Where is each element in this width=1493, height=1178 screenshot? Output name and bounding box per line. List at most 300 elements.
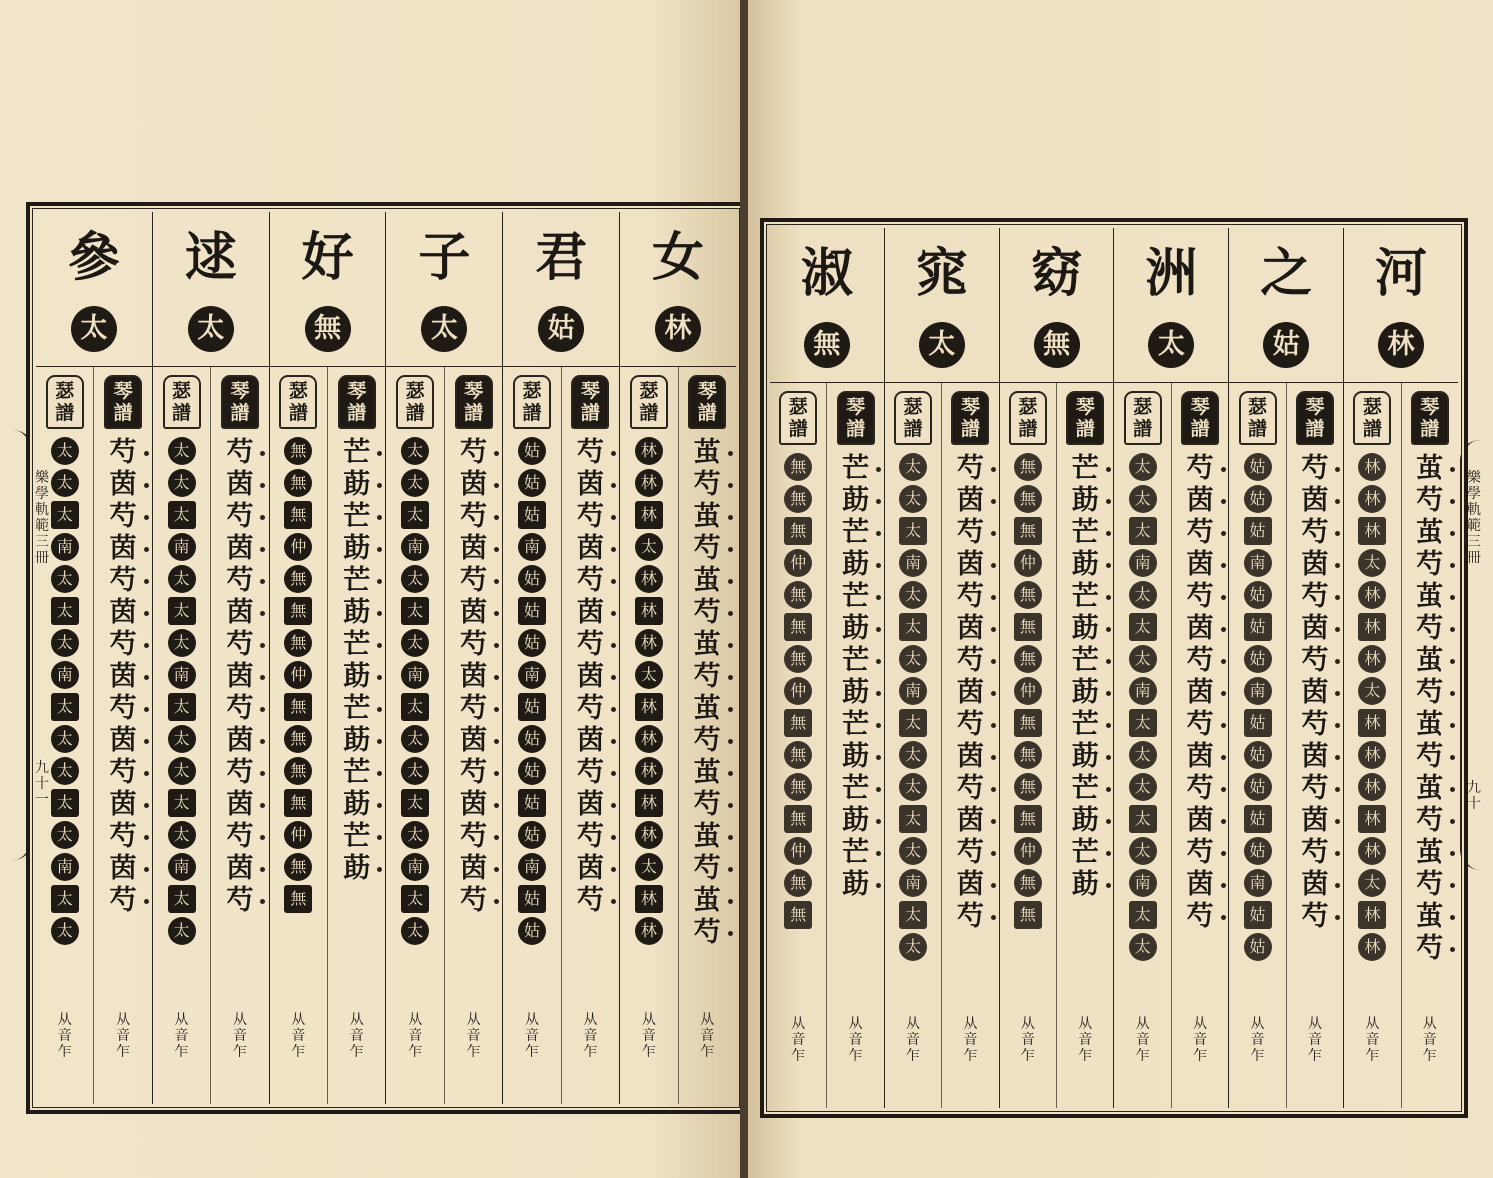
pitch-note: 林 <box>1358 741 1386 769</box>
left-page <box>0 0 742 1178</box>
tablature-symbol: 茵 <box>460 789 488 820</box>
tablature-symbol: 茵 <box>460 469 488 500</box>
lyric-character: 女 <box>652 227 705 288</box>
pitch-note: 林 <box>1358 517 1386 545</box>
tablature-symbol: 芍 <box>1416 485 1444 516</box>
pitch-badge: 太 <box>71 306 117 352</box>
pitch-note: 南 <box>899 677 927 705</box>
tablature-symbol: 芍 <box>109 821 137 852</box>
tablature-symbol: 芍 <box>576 501 604 532</box>
tablature-list <box>110 437 137 917</box>
pitch-note: 太 <box>51 597 79 625</box>
pitch-note: 無 <box>784 709 812 737</box>
geum-notation-column <box>1171 383 1228 1108</box>
pitch-note: 姑 <box>1244 453 1272 481</box>
pitch-note: 太 <box>1129 517 1157 545</box>
pitch-note: 太 <box>1129 773 1157 801</box>
pitch-note-list <box>518 435 546 947</box>
pitch-note: 太 <box>168 821 196 849</box>
tablature-symbol: 茧 <box>1416 837 1444 868</box>
pitch-note: 太 <box>401 821 429 849</box>
tablature-symbol: 茵 <box>576 469 604 500</box>
pitch-badge: 太 <box>188 306 234 352</box>
tablature-symbol: 莇 <box>1071 677 1099 708</box>
pitch-badge: 姑 <box>1263 322 1309 368</box>
pitch-note: 林 <box>635 821 663 849</box>
tablature-symbol: 莇 <box>842 869 870 900</box>
column-footer: 从音乍 <box>1193 1016 1208 1064</box>
tablature-symbol: 芍 <box>1186 645 1214 676</box>
tablature-symbol: 莇 <box>343 853 371 884</box>
tablature-symbol: 芍 <box>956 645 984 676</box>
tablature-symbol: 茵 <box>576 597 604 628</box>
pitch-note: 仲 <box>284 533 312 561</box>
pitch-note: 姑 <box>1244 581 1272 609</box>
pitch-note: 仲 <box>1014 677 1042 705</box>
notation-subcolumns <box>270 367 386 1104</box>
tablature-symbol: 芍 <box>460 821 488 852</box>
pitch-note: 林 <box>635 725 663 753</box>
pitch-note-list <box>1244 451 1272 963</box>
tablature-symbol: 茵 <box>109 597 137 628</box>
lyric-character: 窈 <box>1030 243 1083 304</box>
geum-score-label: 琴譜 <box>1296 391 1334 445</box>
tablature-symbol: 芒 <box>343 693 371 724</box>
pitch-badge: 太 <box>421 306 467 352</box>
tablature-symbol: 芍 <box>693 597 721 628</box>
pitch-note: 南 <box>401 661 429 689</box>
notation-subcolumns <box>1229 383 1343 1108</box>
tablature-symbol: 茵 <box>109 469 137 500</box>
tablature-symbol: 茵 <box>109 725 137 756</box>
pitch-note: 無 <box>784 453 812 481</box>
tablature-symbol: 茵 <box>226 853 254 884</box>
pitch-note: 太 <box>168 917 196 945</box>
notation-subcolumns <box>620 367 736 1104</box>
tablature-symbol: 茵 <box>226 469 254 500</box>
geum-notation-column <box>1056 383 1113 1108</box>
pitch-note: 南 <box>518 661 546 689</box>
pitch-note: 無 <box>1014 709 1042 737</box>
tablature-symbol: 茵 <box>956 869 984 900</box>
tablature-symbol: 茵 <box>1301 741 1329 772</box>
tablature-symbol: 茧 <box>1416 517 1444 548</box>
lyric-character: 之 <box>1260 243 1313 304</box>
geum-notation-column <box>561 367 619 1104</box>
right-columns <box>770 228 1458 1108</box>
pitch-note: 太 <box>401 693 429 721</box>
pitch-note: 無 <box>1014 741 1042 769</box>
pitch-note: 太 <box>168 885 196 913</box>
pitch-note: 太 <box>401 789 429 817</box>
pitch-note: 太 <box>168 757 196 785</box>
pitch-note: 太 <box>1129 645 1157 673</box>
tablature-symbol: 茧 <box>693 565 721 596</box>
pitch-note: 無 <box>784 773 812 801</box>
pitch-note: 林 <box>1358 645 1386 673</box>
tablature-symbol: 莇 <box>1071 741 1099 772</box>
pitch-note: 姑 <box>518 821 546 849</box>
pitch-note: 南 <box>168 661 196 689</box>
tablature-symbol: 芍 <box>109 885 137 916</box>
tablature-symbol: 芍 <box>1186 517 1214 548</box>
lyric-character: 洲 <box>1145 243 1198 304</box>
pitch-note: 無 <box>784 741 812 769</box>
tablature-symbol: 芍 <box>226 565 254 596</box>
geum-score-label: 琴譜 <box>104 375 142 429</box>
column-footer: 从音乍 <box>583 1012 598 1060</box>
tablature-symbol: 芒 <box>842 645 870 676</box>
tablature-list <box>343 437 370 885</box>
tablature-symbol: 莇 <box>343 661 371 692</box>
tablature-symbol: 莇 <box>842 677 870 708</box>
pitch-note: 太 <box>401 565 429 593</box>
pitch-note: 太 <box>51 469 79 497</box>
tablature-symbol: 茧 <box>693 501 721 532</box>
tablature-symbol: 芍 <box>576 437 604 468</box>
pitch-note: 林 <box>1358 837 1386 865</box>
pitch-note: 太 <box>1129 741 1157 769</box>
notation-subcolumns <box>36 367 152 1104</box>
pitch-note: 姑 <box>518 917 546 945</box>
pitch-note: 林 <box>1358 805 1386 833</box>
tablature-symbol: 芍 <box>1416 869 1444 900</box>
pitch-note: 姑 <box>518 469 546 497</box>
tablature-symbol: 茧 <box>1416 709 1444 740</box>
pitch-note: 太 <box>51 917 79 945</box>
notation-subcolumns <box>1114 383 1228 1108</box>
pitch-note: 姑 <box>1244 901 1272 929</box>
tablature-list <box>694 437 721 949</box>
pitch-note: 林 <box>1358 709 1386 737</box>
column-footer: 从音乍 <box>791 1016 806 1064</box>
tablature-symbol: 芍 <box>109 757 137 788</box>
pitch-badge: 姑 <box>538 306 584 352</box>
column-footer: 从音乍 <box>116 1012 131 1060</box>
se-score-label: 瑟譜 <box>396 375 434 429</box>
tablature-symbol: 芍 <box>1416 933 1444 964</box>
pitch-note: 太 <box>899 645 927 673</box>
tablature-symbol: 芒 <box>343 757 371 788</box>
tablature-symbol: 芒 <box>1071 709 1099 740</box>
pitch-note: 林 <box>1358 581 1386 609</box>
tablature-symbol: 芒 <box>842 773 870 804</box>
tablature-symbol: 芍 <box>1301 773 1329 804</box>
tablature-symbol: 芍 <box>1416 677 1444 708</box>
tablature-symbol: 莇 <box>1071 549 1099 580</box>
pitch-note: 姑 <box>1244 613 1272 641</box>
pitch-note: 林 <box>1358 453 1386 481</box>
pitch-note: 太 <box>51 437 79 465</box>
tablature-symbol: 芒 <box>343 501 371 532</box>
notation-subcolumns <box>503 367 619 1104</box>
lyric-character: 參 <box>67 227 120 288</box>
pitch-note: 無 <box>784 485 812 513</box>
pitch-note: 太 <box>1358 549 1386 577</box>
tablature-symbol: 芍 <box>226 501 254 532</box>
tablature-list <box>842 453 869 901</box>
pitch-note: 無 <box>784 645 812 673</box>
pitch-note: 太 <box>168 469 196 497</box>
tablature-symbol: 莇 <box>1071 485 1099 516</box>
tablature-symbol: 芍 <box>693 853 721 884</box>
pitch-note: 太 <box>635 853 663 881</box>
tablature-symbol: 芒 <box>842 837 870 868</box>
tablature-list <box>460 437 487 917</box>
pitch-note: 林 <box>635 565 663 593</box>
pitch-note: 無 <box>1014 869 1042 897</box>
se-score-label: 瑟譜 <box>1009 391 1047 445</box>
pitch-note: 太 <box>899 741 927 769</box>
tablature-symbol: 芒 <box>1071 773 1099 804</box>
pitch-note: 姑 <box>518 629 546 657</box>
pitch-note: 姑 <box>1244 517 1272 545</box>
tablature-symbol: 茵 <box>1186 869 1214 900</box>
tablature-symbol: 茧 <box>1416 453 1444 484</box>
pitch-note: 太 <box>51 725 79 753</box>
tablature-symbol: 芍 <box>693 533 721 564</box>
pitch-note: 姑 <box>1244 709 1272 737</box>
pitch-note: 太 <box>51 789 79 817</box>
pitch-note: 太 <box>168 725 196 753</box>
pitch-note: 仲 <box>1014 549 1042 577</box>
pitch-note: 太 <box>899 517 927 545</box>
column-footer: 从音乍 <box>291 1012 306 1060</box>
tablature-symbol: 茵 <box>1301 549 1329 580</box>
se-notation-column <box>1229 383 1285 1108</box>
score-column <box>619 212 736 1104</box>
pitch-note: 林 <box>635 629 663 657</box>
pitch-note: 南 <box>401 853 429 881</box>
pitch-note: 太 <box>899 837 927 865</box>
pitch-note: 林 <box>635 501 663 529</box>
column-footer: 从音乍 <box>906 1016 921 1064</box>
se-score-label: 瑟譜 <box>779 391 817 445</box>
pitch-note: 太 <box>1129 613 1157 641</box>
geum-score-label: 琴譜 <box>571 375 609 429</box>
pitch-note: 太 <box>899 709 927 737</box>
se-notation-column <box>36 367 93 1104</box>
pitch-note: 無 <box>284 501 312 529</box>
tablature-symbol: 茵 <box>109 533 137 564</box>
tablature-symbol: 芍 <box>460 693 488 724</box>
tablature-symbol: 芍 <box>693 789 721 820</box>
pitch-note: 太 <box>401 757 429 785</box>
tablature-symbol: 芍 <box>226 693 254 724</box>
tablature-symbol: 芍 <box>109 501 137 532</box>
tablature-symbol: 芒 <box>842 453 870 484</box>
pitch-badge: 林 <box>1378 322 1424 368</box>
pitch-note: 林 <box>635 693 663 721</box>
pitch-note: 姑 <box>1244 645 1272 673</box>
pitch-badge: 林 <box>655 306 701 352</box>
pitch-note: 太 <box>899 805 927 833</box>
column-footer: 从音乍 <box>1365 1016 1380 1064</box>
notation-subcolumns <box>1000 383 1114 1108</box>
tablature-symbol: 茵 <box>109 661 137 692</box>
tablature-symbol: 芍 <box>109 565 137 596</box>
pitch-badge: 無 <box>1034 322 1080 368</box>
pitch-note: 姑 <box>518 693 546 721</box>
tablature-symbol: 莇 <box>1071 613 1099 644</box>
pitch-note: 南 <box>1129 677 1157 705</box>
pitch-note: 太 <box>1129 837 1157 865</box>
geum-notation-column <box>444 367 502 1104</box>
tablature-symbol: 茵 <box>956 613 984 644</box>
left-spine-page: 九十一 <box>35 760 49 808</box>
tablature-symbol: 芍 <box>576 821 604 852</box>
tablature-symbol: 茵 <box>460 597 488 628</box>
column-footer: 从音乍 <box>1020 1016 1035 1064</box>
pitch-note: 太 <box>401 501 429 529</box>
pitch-note: 太 <box>168 501 196 529</box>
tablature-symbol: 茵 <box>956 677 984 708</box>
pitch-note-list <box>1129 451 1157 963</box>
tablature-symbol: 芍 <box>956 773 984 804</box>
tablature-symbol: 芍 <box>1416 741 1444 772</box>
pitch-note: 太 <box>51 757 79 785</box>
pitch-note: 太 <box>1129 453 1157 481</box>
pitch-note: 無 <box>284 789 312 817</box>
pitch-note: 無 <box>784 613 812 641</box>
geum-notation-column <box>1401 383 1458 1108</box>
pitch-note: 林 <box>1358 613 1386 641</box>
pitch-note: 林 <box>635 789 663 817</box>
tablature-symbol: 芒 <box>1071 645 1099 676</box>
score-column <box>502 212 619 1104</box>
pitch-note: 太 <box>1129 581 1157 609</box>
pitch-note: 太 <box>51 501 79 529</box>
pitch-note: 無 <box>784 901 812 929</box>
pitch-note: 太 <box>168 597 196 625</box>
geum-score-label: 琴譜 <box>1066 391 1104 445</box>
tablature-symbol: 芍 <box>1186 453 1214 484</box>
pitch-note: 太 <box>401 469 429 497</box>
tablature-symbol: 茧 <box>693 437 721 468</box>
tablature-symbol: 芍 <box>460 501 488 532</box>
tablature-symbol: 芍 <box>1186 581 1214 612</box>
tablature-list <box>577 437 604 917</box>
pitch-note: 南 <box>51 533 79 561</box>
pitch-note: 姑 <box>518 565 546 593</box>
tablature-symbol: 芍 <box>956 837 984 868</box>
tablature-symbol: 茵 <box>226 533 254 564</box>
tablature-symbol: 芍 <box>1416 549 1444 580</box>
pitch-note: 仲 <box>284 821 312 849</box>
pitch-note: 太 <box>51 629 79 657</box>
tablature-symbol: 芍 <box>1301 901 1329 932</box>
column-footer: 从音乍 <box>174 1012 189 1060</box>
tablature-symbol: 茵 <box>460 661 488 692</box>
pitch-note-list <box>635 435 663 947</box>
tablature-symbol: 芍 <box>956 453 984 484</box>
tablature-symbol: 莇 <box>343 597 371 628</box>
pitch-note: 無 <box>1014 773 1042 801</box>
pitch-note: 姑 <box>518 597 546 625</box>
pitch-note: 太 <box>1129 709 1157 737</box>
column-footer: 从音乍 <box>848 1016 863 1064</box>
tablature-symbol: 芍 <box>693 917 721 948</box>
tablature-symbol: 芍 <box>576 757 604 788</box>
pitch-note: 無 <box>284 469 312 497</box>
pitch-note: 太 <box>168 565 196 593</box>
pitch-note: 仲 <box>284 661 312 689</box>
tablature-symbol: 茵 <box>576 789 604 820</box>
pitch-note: 無 <box>284 597 312 625</box>
pitch-note: 無 <box>284 853 312 881</box>
column-footer: 从音乍 <box>963 1016 978 1064</box>
tablature-symbol: 茵 <box>226 725 254 756</box>
pitch-note: 無 <box>1014 517 1042 545</box>
tablature-list <box>1187 453 1214 933</box>
column-footer: 从音乍 <box>1422 1016 1437 1064</box>
notation-subcolumns <box>885 383 999 1108</box>
pitch-note: 南 <box>1129 869 1157 897</box>
pitch-note: 姑 <box>1244 773 1272 801</box>
score-column <box>1228 228 1343 1108</box>
tablature-symbol: 芍 <box>576 629 604 660</box>
pitch-note: 南 <box>899 869 927 897</box>
se-notation-column <box>153 367 210 1104</box>
se-notation-column <box>620 367 677 1104</box>
column-footer: 从音乍 <box>700 1012 715 1060</box>
score-column <box>884 228 999 1108</box>
pitch-note: 南 <box>51 853 79 881</box>
se-notation-column <box>386 367 443 1104</box>
se-notation-column <box>885 383 941 1108</box>
pitch-note: 太 <box>401 917 429 945</box>
right-spine-page: 九十 <box>1467 780 1481 812</box>
tablature-symbol: 芍 <box>576 885 604 916</box>
tablature-symbol: 芒 <box>1071 517 1099 548</box>
pitch-note: 太 <box>401 725 429 753</box>
pitch-note: 林 <box>1358 901 1386 929</box>
pitch-note-list <box>784 451 812 931</box>
pitch-note: 姑 <box>518 789 546 817</box>
tablature-symbol: 芍 <box>226 629 254 660</box>
pitch-note: 林 <box>1358 933 1386 961</box>
tablature-symbol: 芍 <box>1301 517 1329 548</box>
tablature-symbol: 芍 <box>460 885 488 916</box>
pitch-note: 姑 <box>1244 741 1272 769</box>
tablature-list <box>1072 453 1099 901</box>
tablature-symbol: 芍 <box>1301 837 1329 868</box>
se-notation-column <box>503 367 560 1104</box>
pitch-note: 無 <box>1014 485 1042 513</box>
tablature-symbol: 茵 <box>1301 613 1329 644</box>
se-notation-column <box>1114 383 1170 1108</box>
tablature-symbol: 茵 <box>956 549 984 580</box>
tablature-symbol: 芍 <box>1186 837 1214 868</box>
left-score-frame <box>26 202 746 1114</box>
pitch-note: 姑 <box>518 725 546 753</box>
tablature-symbol: 莇 <box>343 469 371 500</box>
tablature-symbol: 茵 <box>576 725 604 756</box>
tablature-symbol: 茧 <box>1416 901 1444 932</box>
tablature-symbol: 茧 <box>693 821 721 852</box>
tablature-symbol: 茵 <box>956 805 984 836</box>
pitch-note: 姑 <box>518 437 546 465</box>
tablature-symbol: 芒 <box>1071 453 1099 484</box>
column-footer: 从音乍 <box>1307 1016 1322 1064</box>
tablature-symbol: 茵 <box>1186 613 1214 644</box>
pitch-note: 仲 <box>784 549 812 577</box>
pitch-note: 太 <box>401 437 429 465</box>
lyric-character: 君 <box>535 227 588 288</box>
geum-score-label: 琴譜 <box>1411 391 1449 445</box>
tablature-symbol: 茵 <box>1301 677 1329 708</box>
pitch-note-list <box>401 435 429 947</box>
